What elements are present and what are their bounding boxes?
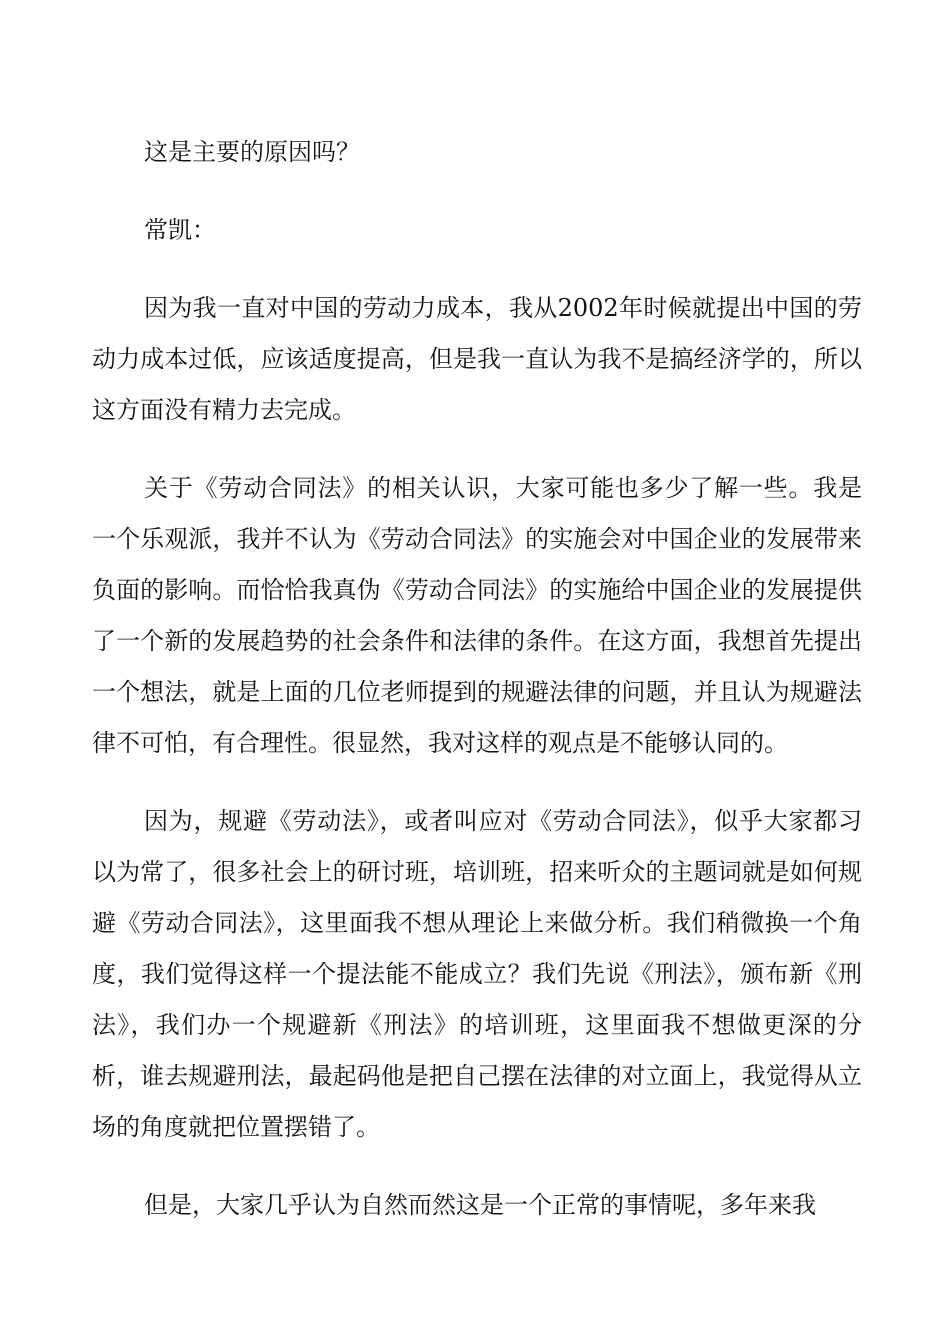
document-body — [92, 127, 862, 1258]
paragraph-question: 这是主要的原因吗？ — [144, 138, 360, 166]
paragraph-labor-cost: 因为我一直对中国的劳动力成本，我从2002年时候就提出中国的劳动力成本过低，应该适度提高，但是我一直认为我不是搞经济学的，所以这方面没有精力去完成。 — [92, 294, 862, 424]
paragraph-labor-contract-law: 关于《劳动合同法》的相关认识，大家可能也多少了解一些。我是一个乐观派，我并不认为《劳动合同法》的实施会对中国企业的发展带来负面的影响。而恰恰我真伪《劳动合同法》的实施给中国企业的发展提供了一个新的发展趋势的社会条件和法律的条件。在这方面，我想首先提出一个想法，就是上面的几位老师提到的规避法律的问题，并且认为规避法律不可怕，有合理性。很显然，我对这样的观点是不能够认同的。 — [92, 474, 862, 757]
paragraph-continuation: 但是，大家几乎认为自然而然这是一个正常的事情呢，多年来我 — [144, 1191, 816, 1219]
paragraph-evading-law: 因为，规避《劳动法》，或者叫应对《劳动合同法》，似乎大家都习以为常了，很多社会上的研讨班，培训班，招来听众的主题词就是如何规避《劳动合同法》，这里面我不想从理论上来做分析。我们稍微换一个角度，我们觉得这样一个提法能不能成立？我们先说《刑法》，颁布新《刑法》，我们办一个规避新《刑法》的培训班，这里面我不想做更深的分析，谁去规避刑法，最起码他是把自己摆在法律的对立面上，我觉得从立场的角度就把位置摆错了。 — [92, 807, 862, 1141]
paragraph-speaker: 常凯： — [144, 216, 216, 244]
